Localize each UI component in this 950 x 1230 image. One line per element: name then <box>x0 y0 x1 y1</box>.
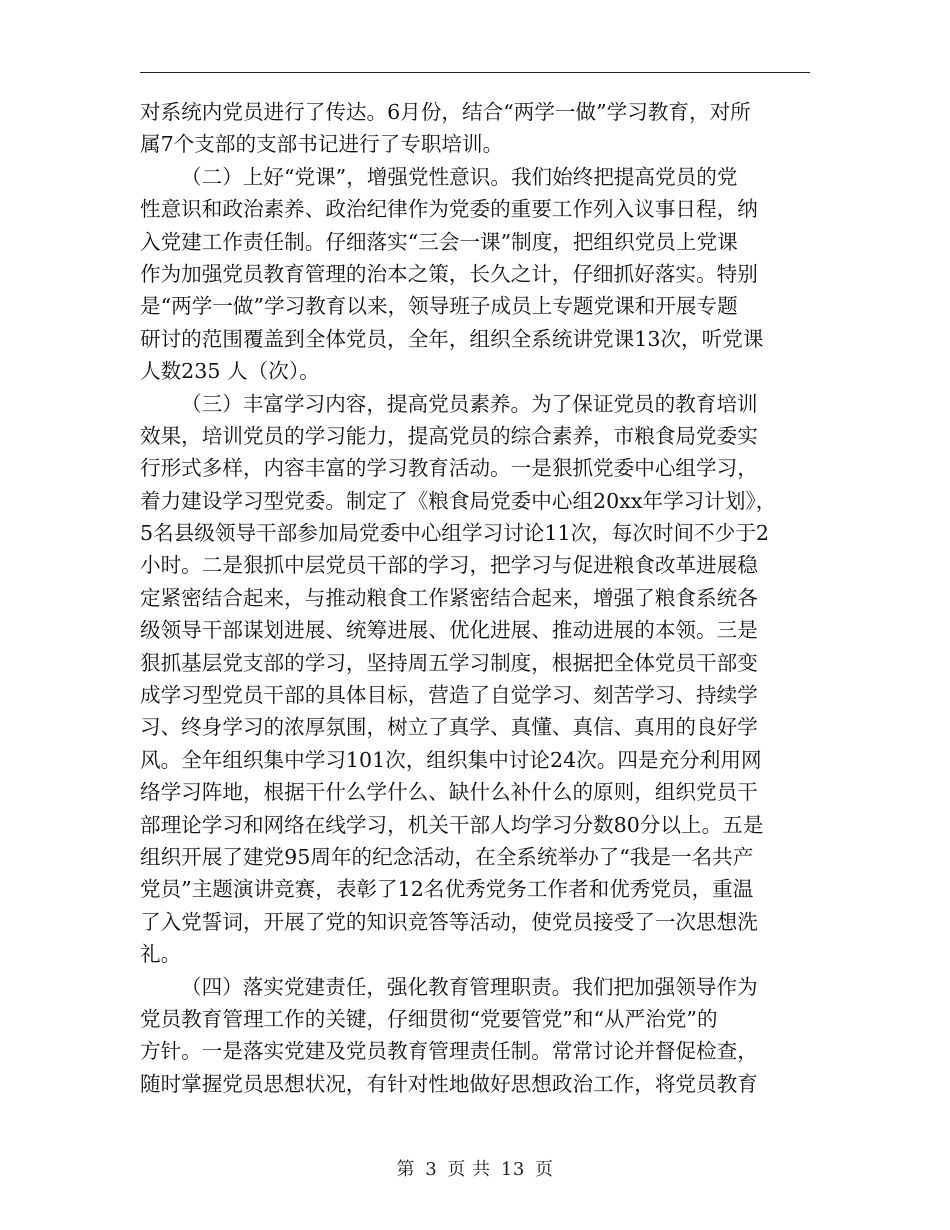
text-line: 属7个支部的支部书记进行了专职培训。 <box>140 132 504 157</box>
text-line: 党员”主题演讲竞赛，表彰了12名优秀党务工作者和优秀党员，重温 <box>140 877 754 902</box>
text-line: 效果，培训党员的学习能力，提高党员的综合素养，市粮食局党委实 <box>140 423 758 448</box>
text-line: 习、终身学习的浓厚氛围，树立了真学、真懂、真信、真用的良好学 <box>140 715 758 740</box>
page-number: 3 <box>425 1159 438 1180</box>
text-line: 着力建设学习型党委。制定了《粮食局党委中心组20xx年学习计划》， <box>140 488 777 513</box>
text-line: 人数235 人（次）。 <box>140 359 320 384</box>
footer-mid: 页 共 <box>447 1159 491 1180</box>
document-body <box>140 96 810 1100</box>
text-line: 组织开展了建党95周年的纪念活动，在全系统举办了“我是一名共产 <box>140 844 754 869</box>
text-line: 是“两学一做”学习教育以来，领导班子成员上专题党课和开展专题 <box>140 294 738 319</box>
total-pages: 13 <box>500 1159 525 1180</box>
footer-prefix: 第 <box>396 1159 415 1180</box>
text-line: 随时掌握党员思想状况，有针对性地做好思想政治工作，将党员教育 <box>140 1071 758 1096</box>
text-line: 风。全年组织集中学习101次，组织集中讨论24次。四是充分利用网 <box>140 747 762 772</box>
text-line: 络学习阵地，根据干什么学什么、缺什么补什么的原则，组织党员干 <box>140 780 758 805</box>
text-line: 5名县级领导干部参加局党委中心组学习讨论11次，每次时间不少于2 <box>140 521 770 546</box>
page-footer <box>0 1155 950 1181</box>
text-line: 党员教育管理工作的关键，仔细贯彻“党要管党”和“从严治党”的 <box>140 1006 718 1031</box>
text-line: 对系统内党员进行了传达。6月份，结合“两学一做”学习教育，对所 <box>140 100 751 124</box>
text-line: 作为加强党员教育管理的治本之策，长久之计，仔细抓好落实。特别 <box>140 261 758 286</box>
text-line: 行形式多样，内容丰富的学习教育活动。一是狠抓党委中心组学习， <box>140 456 758 481</box>
section-heading-line: （二）上好“党课”，增强党性意识。我们始终把提高党员的党 <box>181 164 738 189</box>
footer-suffix: 页 <box>535 1159 554 1180</box>
header-rule <box>140 72 810 73</box>
text-line: 小时。二是狠抓中层党员干部的学习，把学习与促进粮食改革进展稳 <box>140 553 758 578</box>
section-heading-line: （三）丰富学习内容，提高党员素养。为了保证党员的教育培训 <box>181 391 758 416</box>
text-line: 礼。 <box>140 942 182 967</box>
text-line: 方针。一是落实党建及党员教育管理责任制。常常讨论并督促检查， <box>140 1039 758 1064</box>
text-line: 研讨的范围覆盖到全体党员，全年，组织全系统讲党课13次，听党课 <box>140 326 764 351</box>
text-line: 成学习型党员干部的具体目标，营造了自觉学习、刻苦学习、持续学 <box>140 683 758 708</box>
text-line: 性意识和政治素养、政治纪律作为党委的重要工作列入议事日程，纳 <box>140 197 758 222</box>
section-heading-line: （四）落实党建责任，强化教育管理职责。我们把加强领导作为 <box>181 974 758 999</box>
text-line: 定紧密结合起来，与推动粮食工作紧密结合起来，增强了粮食系统各 <box>140 585 758 610</box>
text-line: 狠抓基层党支部的学习，坚持周五学习制度，根据把全体党员干部变 <box>140 650 758 675</box>
text-line: 入党建工作责任制。仔细落实“三会一课”制度，把组织党员上党课 <box>140 229 738 254</box>
text-line: 级领导干部谋划进展、统筹进展、优化进展、推动进展的本领。三是 <box>140 618 758 643</box>
text-line: 了入党誓词，开展了党的知识竞答等活动，使党员接受了一次思想洗 <box>140 909 758 934</box>
text-line: 部理论学习和网络在线学习，机关干部人均学习分数80分以上。五是 <box>140 812 764 837</box>
